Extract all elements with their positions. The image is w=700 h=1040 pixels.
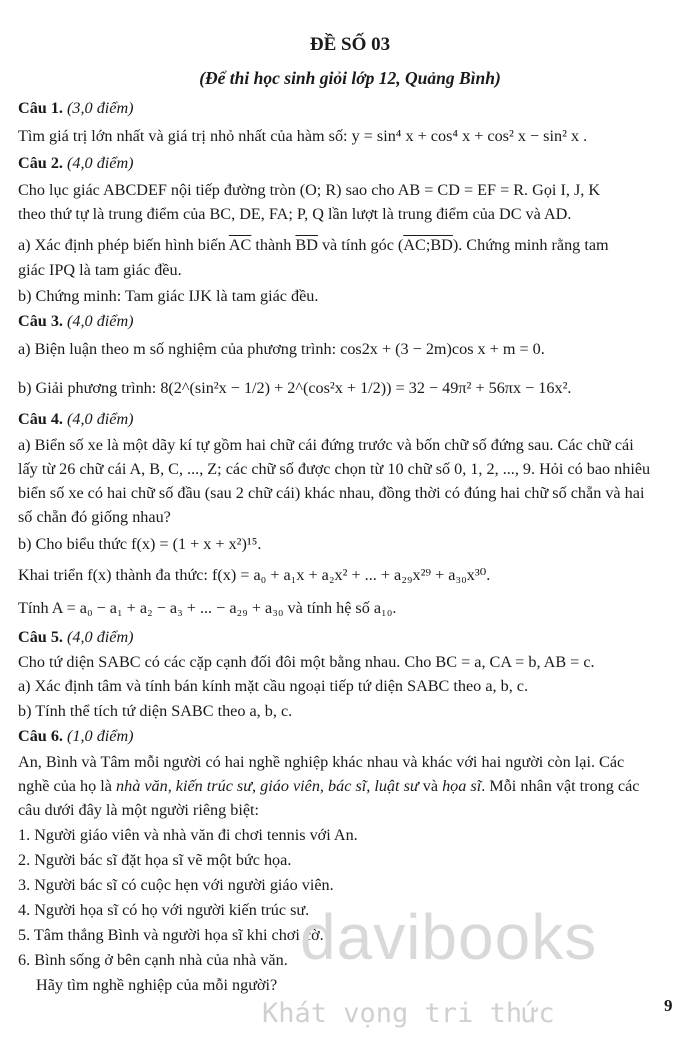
- q6-line-1: An, Bình và Tâm mỗi người có hai nghề nghiệp khác nhau và khác với hai người còn lại. Các: [18, 753, 625, 771]
- q6-heading: Câu 6. (1,0 điểm): [18, 727, 134, 745]
- q6-line-2: nghề của họ là nhà văn, kiến trúc sư, giáo viên, bác sĩ, luật sư và họa sĩ. Mỗi nhân vật trong các: [18, 777, 640, 795]
- q4-part-a-line-3: biển số xe có hai chữ số đầu (sau 2 chữ cái) khác nhau, đồng thời có đúng hai chữ số chẵn và hai: [18, 484, 645, 502]
- q6-item: 2. Người bác sĩ đặt họa sĩ vẽ một bức họa.: [18, 851, 292, 869]
- page-subtitle: (Để thi học sinh giỏi lớp 12, Quảng Bình): [199, 68, 501, 88]
- q4-part-b-line-3: Tính A = a₀ − a₁ + a₂ − a₃ + ... − a₂₉ + a₃₀ và tính hệ số a₁₀.: [18, 599, 397, 617]
- q6-item: 4. Người họa sĩ có họ với người kiến trúc sư.: [18, 901, 310, 919]
- q3-part-b: b) Giải phương trình: 8(2^(sin²x − 1/2) + 2^(cos²x + 1/2)) = 32 − 49π² + 56πx − 16x².: [18, 379, 572, 397]
- q2-part-a-line-1: a) Xác định phép biến hình biến $\overline{AC}$ thành $\overline{BD}$ và tính góc (AC;BD). Chứng minh rằng tam: [18, 236, 609, 254]
- q4-part-a-line-2: lấy từ 26 chữ cái A, B, C, ..., Z; các chữ số được chọn từ 10 chữ số 0, 1, 2, ..., 9. Hỏi có bao nhiêu: [18, 460, 651, 478]
- q5-heading: Câu 5. (4,0 điểm): [18, 628, 134, 646]
- q2-line-1: Cho lục giác ABCDEF nội tiếp đường tròn (O; R) sao cho AB = CD = EF = R. Gọi I, J, K: [18, 181, 601, 199]
- q6-item: 1. Người giáo viên và nhà văn đi chơi tennis với An.: [18, 826, 358, 844]
- page-number: 9: [664, 996, 673, 1015]
- q2-part-a-line-2: giác IPQ là tam giác đều.: [18, 261, 182, 279]
- q4-heading: Câu 4. (4,0 điểm): [18, 410, 134, 428]
- watermark-brand: davibooks: [300, 901, 598, 973]
- q4-part-a-line-1: a) Biển số xe là một dãy kí tự gồm hai chữ cái đứng trước và bốn chữ số đứng sau. Các chữ cái: [18, 436, 634, 454]
- q6-item: 3. Người bác sĩ có cuộc hẹn với người giáo viên.: [18, 876, 334, 894]
- q5-part-a: a) Xác định tâm và tính bán kính mặt cầu ngoại tiếp tứ diện SABC theo a, b, c.: [18, 677, 529, 695]
- q6-item: 6. Bình sống ở bên cạnh nhà của nhà văn.: [18, 951, 288, 969]
- q4-part-b-line-1: b) Cho biểu thức f(x) = (1 + x + x²)¹⁵.: [18, 535, 262, 553]
- q5-part-b: b) Tính thể tích tứ diện SABC theo a, b, c.: [18, 702, 293, 720]
- page-title: ĐỀ SỐ 03: [309, 34, 391, 55]
- q3-heading: Câu 3. (4,0 điểm): [18, 312, 134, 330]
- q5-line-1: Cho tứ diện SABC có các cặp cạnh đối đôi một bằng nhau. Cho BC = a, CA = b, AB = c.: [18, 653, 595, 671]
- q1-heading: Câu 1. (3,0 điểm): [18, 99, 134, 117]
- q6-question: Hãy tìm nghề nghiệp của mỗi người?: [36, 976, 278, 994]
- q4-part-a-line-4: số chẵn đó giống nhau?: [18, 508, 171, 526]
- q2-part-b: b) Chứng minh: Tam giác IJK là tam giác đều.: [18, 287, 319, 305]
- q4-part-b-line-2: Khai triển f(x) thành đa thức: f(x) = a₀ + a₁x + a₂x² + ... + a₂₉x²⁹ + a₃₀x³⁰.: [18, 566, 491, 584]
- q2-line-2: theo thứ tự là trung điểm của BC, DE, FA; P, Q lần lượt là trung điểm của DC và AD.: [18, 205, 572, 223]
- watermark-tagline: Khát vọng tri thức: [262, 998, 555, 1029]
- q6-item: 5. Tâm thắng Bình và người họa sĩ khi chơi cờ.: [18, 926, 324, 944]
- q2-heading: Câu 2. (4,0 điểm): [18, 154, 134, 172]
- q6-line-3: câu dưới đây là một người riêng biệt:: [18, 801, 260, 819]
- q1-text: Tìm giá trị lớn nhất và giá trị nhỏ nhất của hàm số: y = sin⁴ x + cos⁴ x + cos² x − sin² x .: [18, 127, 588, 145]
- q3-part-a: a) Biện luận theo m số nghiệm của phương trình: cos2x + (3 − 2m)cos x + m = 0.: [18, 340, 545, 358]
